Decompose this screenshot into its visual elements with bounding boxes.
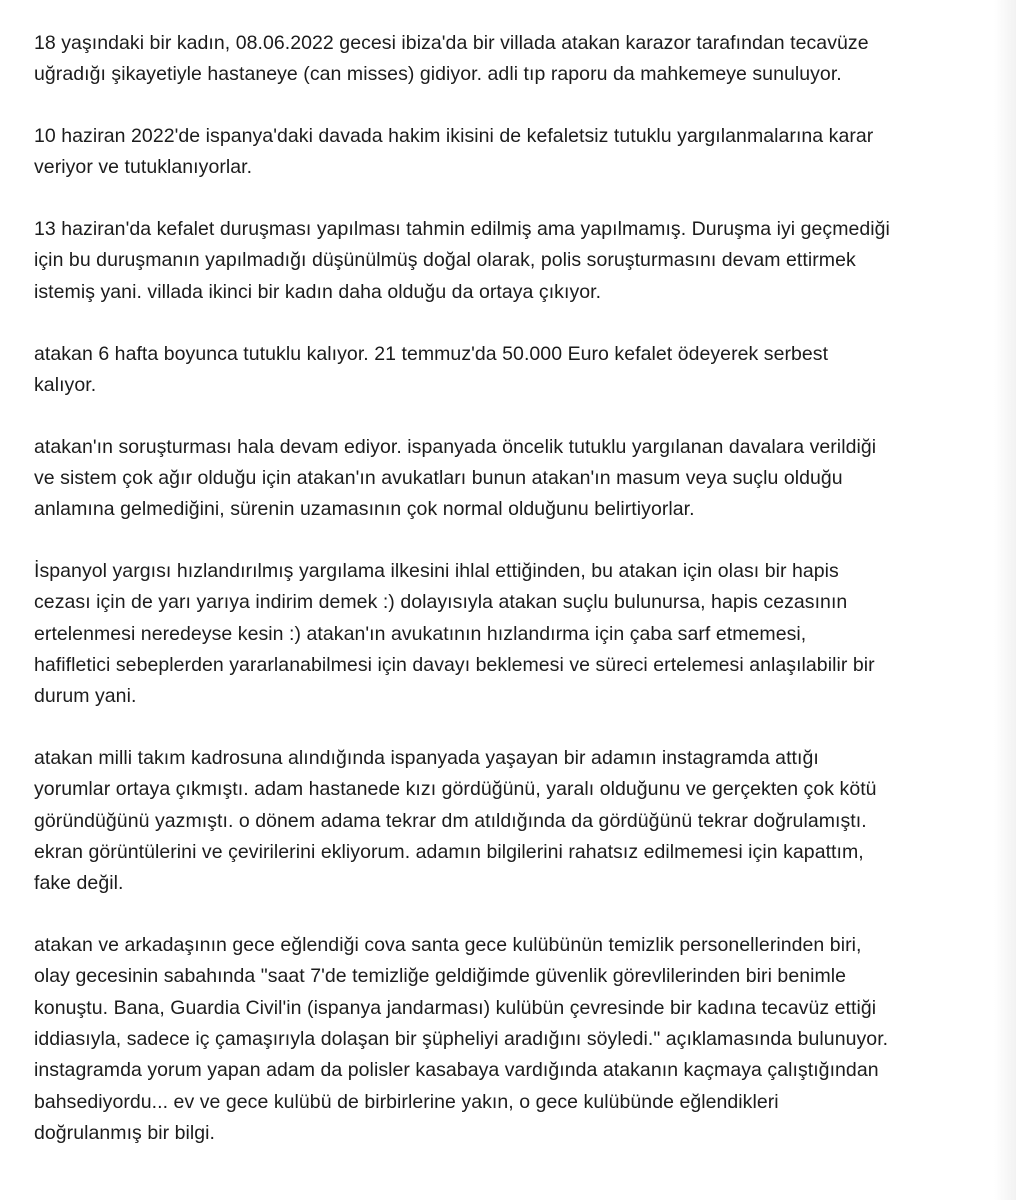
text-line: atakan milli takım kadrosuna alındığında ispanyada yaşayan bir adamın instagramda attığı — [34, 747, 819, 770]
text-line: 13 haziran'da kefalet duruşması yapılması tahmin edilmiş ama yapılmamış. Duruşma iyi geçmediği — [34, 218, 890, 241]
paragraph-7 — [34, 743, 994, 899]
text-line: göründüğünü yazmıştı. o dönem adama tekrar dm atıldığında da gördüğünü tekrar doğrulamıştı. — [34, 809, 867, 832]
text-line: İspanyol yargısı hızlandırılmış yargılama ilkesini ihlal ettiğinden, bu atakan için olası bir hapis — [34, 560, 839, 583]
text-line: konuştu. Bana, Guardia Civil'in (ispanya jandarması) kulübün çevresinde bir kadına tecavüz ettiği — [34, 996, 877, 1019]
text-line: ertelenmesi neredeyse kesin :) atakan'ın avukatının hızlandırma için çaba sarf etmemesi, — [34, 622, 807, 645]
text-line: atakan'ın soruşturması hala devam ediyor. ispanyada öncelik tutuklu yargılanan davalara verildiği — [34, 435, 877, 458]
text-line: olay gecesinin sabahında "saat 7'de temizliğe geldiğimde güvenlik görevlilerinden biri benimle — [34, 965, 847, 988]
paragraph-4 — [34, 339, 994, 402]
text-line: 18 yaşındaki bir kadın, 08.06.2022 gecesi ibiza'da bir villada atakan karazor tarafından tecavüze — [34, 32, 869, 54]
text-line: bahsediyordu... ev ve gece kulübü de birbirlerine yakın, o gece kulübünde eğlendikleri — [34, 1090, 779, 1113]
text-line: durum yani. — [34, 685, 137, 708]
text-line: istemiş yani. villada ikinci bir kadın daha olduğu da ortaya çıkıyor. — [34, 280, 602, 303]
text-line: doğrulanmış bir bilgi. — [34, 1121, 216, 1144]
text-line: ekran görüntülerini ve çevirilerini ekliyorum. adamın bilgilerini rahatsız edilmemesi için kapattım, — [34, 840, 864, 863]
paragraph-8 — [34, 930, 994, 1149]
text-line: için bu duruşmanın yapılmadığı düşünülmüş doğal olarak, polis soruşturmasını devam ettirmek — [34, 249, 856, 272]
paragraph-1 — [34, 28, 994, 91]
text-line: hafifletici sebeplerden yararlanabilmesi için davayı beklemesi ve süreci ertelemesi anlaşılabilir bir — [34, 653, 875, 676]
text-line: anlamına gelmediğini, sürenin uzamasının çok normal olduğunu belirtiyorlar. — [34, 498, 695, 521]
paragraph-2 — [34, 121, 994, 184]
paragraph-5 — [34, 432, 994, 526]
text-line: ve sistem çok ağır olduğu için atakan'ın avukatları bunun atakan'ın masum veya suçlu olduğu — [34, 466, 843, 489]
document-body — [34, 28, 994, 1180]
text-line: veriyor ve tutuklanıyorlar. — [34, 156, 253, 179]
text-line: atakan ve arkadaşının gece eğlendiği cova santa gece kulübünün temizlik personellerinden biri, — [34, 934, 862, 957]
text-line: iddiasıyla, sadece iç çamaşırıyla dolaşan bir şüpheliyi aradığını söyledi." açıklamasında bulunuyor. — [34, 1027, 889, 1050]
paragraph-3 — [34, 214, 994, 308]
text-line: atakan 6 hafta boyunca tutuklu kalıyor. 21 temmuz'da 50.000 Euro kefalet ödeyerek serbest — [34, 342, 829, 365]
text-line: instagramda yorum yapan adam da polisler kasabaya vardığında atakanın kaçmaya çalıştığından — [34, 1059, 879, 1082]
text-line: yorumlar ortaya çıkmıştı. adam hastanede kızı gördüğünü, yaralı olduğunu ve gerçekten çok kötü — [34, 778, 877, 801]
page-edge-shadow — [994, 0, 1016, 1200]
text-line: 10 haziran 2022'de ispanya'daki davada hakim ikisini de kefaletsiz tutuklu yargılanmalarına karar — [34, 125, 874, 148]
text-line: fake değil. — [34, 872, 124, 895]
paragraph-6 — [34, 556, 994, 712]
text-line: uğradığı şikayetiyle hastaneye (can misses) gidiyor. adli tıp raporu da mahkemeye sunuluyor. — [34, 63, 842, 86]
text-line: kalıyor. — [34, 373, 97, 396]
text-line: cezası için de yarı yarıya indirim demek :) dolayısıyla atakan suçlu bulunursa, hapis cezasının — [34, 591, 848, 614]
